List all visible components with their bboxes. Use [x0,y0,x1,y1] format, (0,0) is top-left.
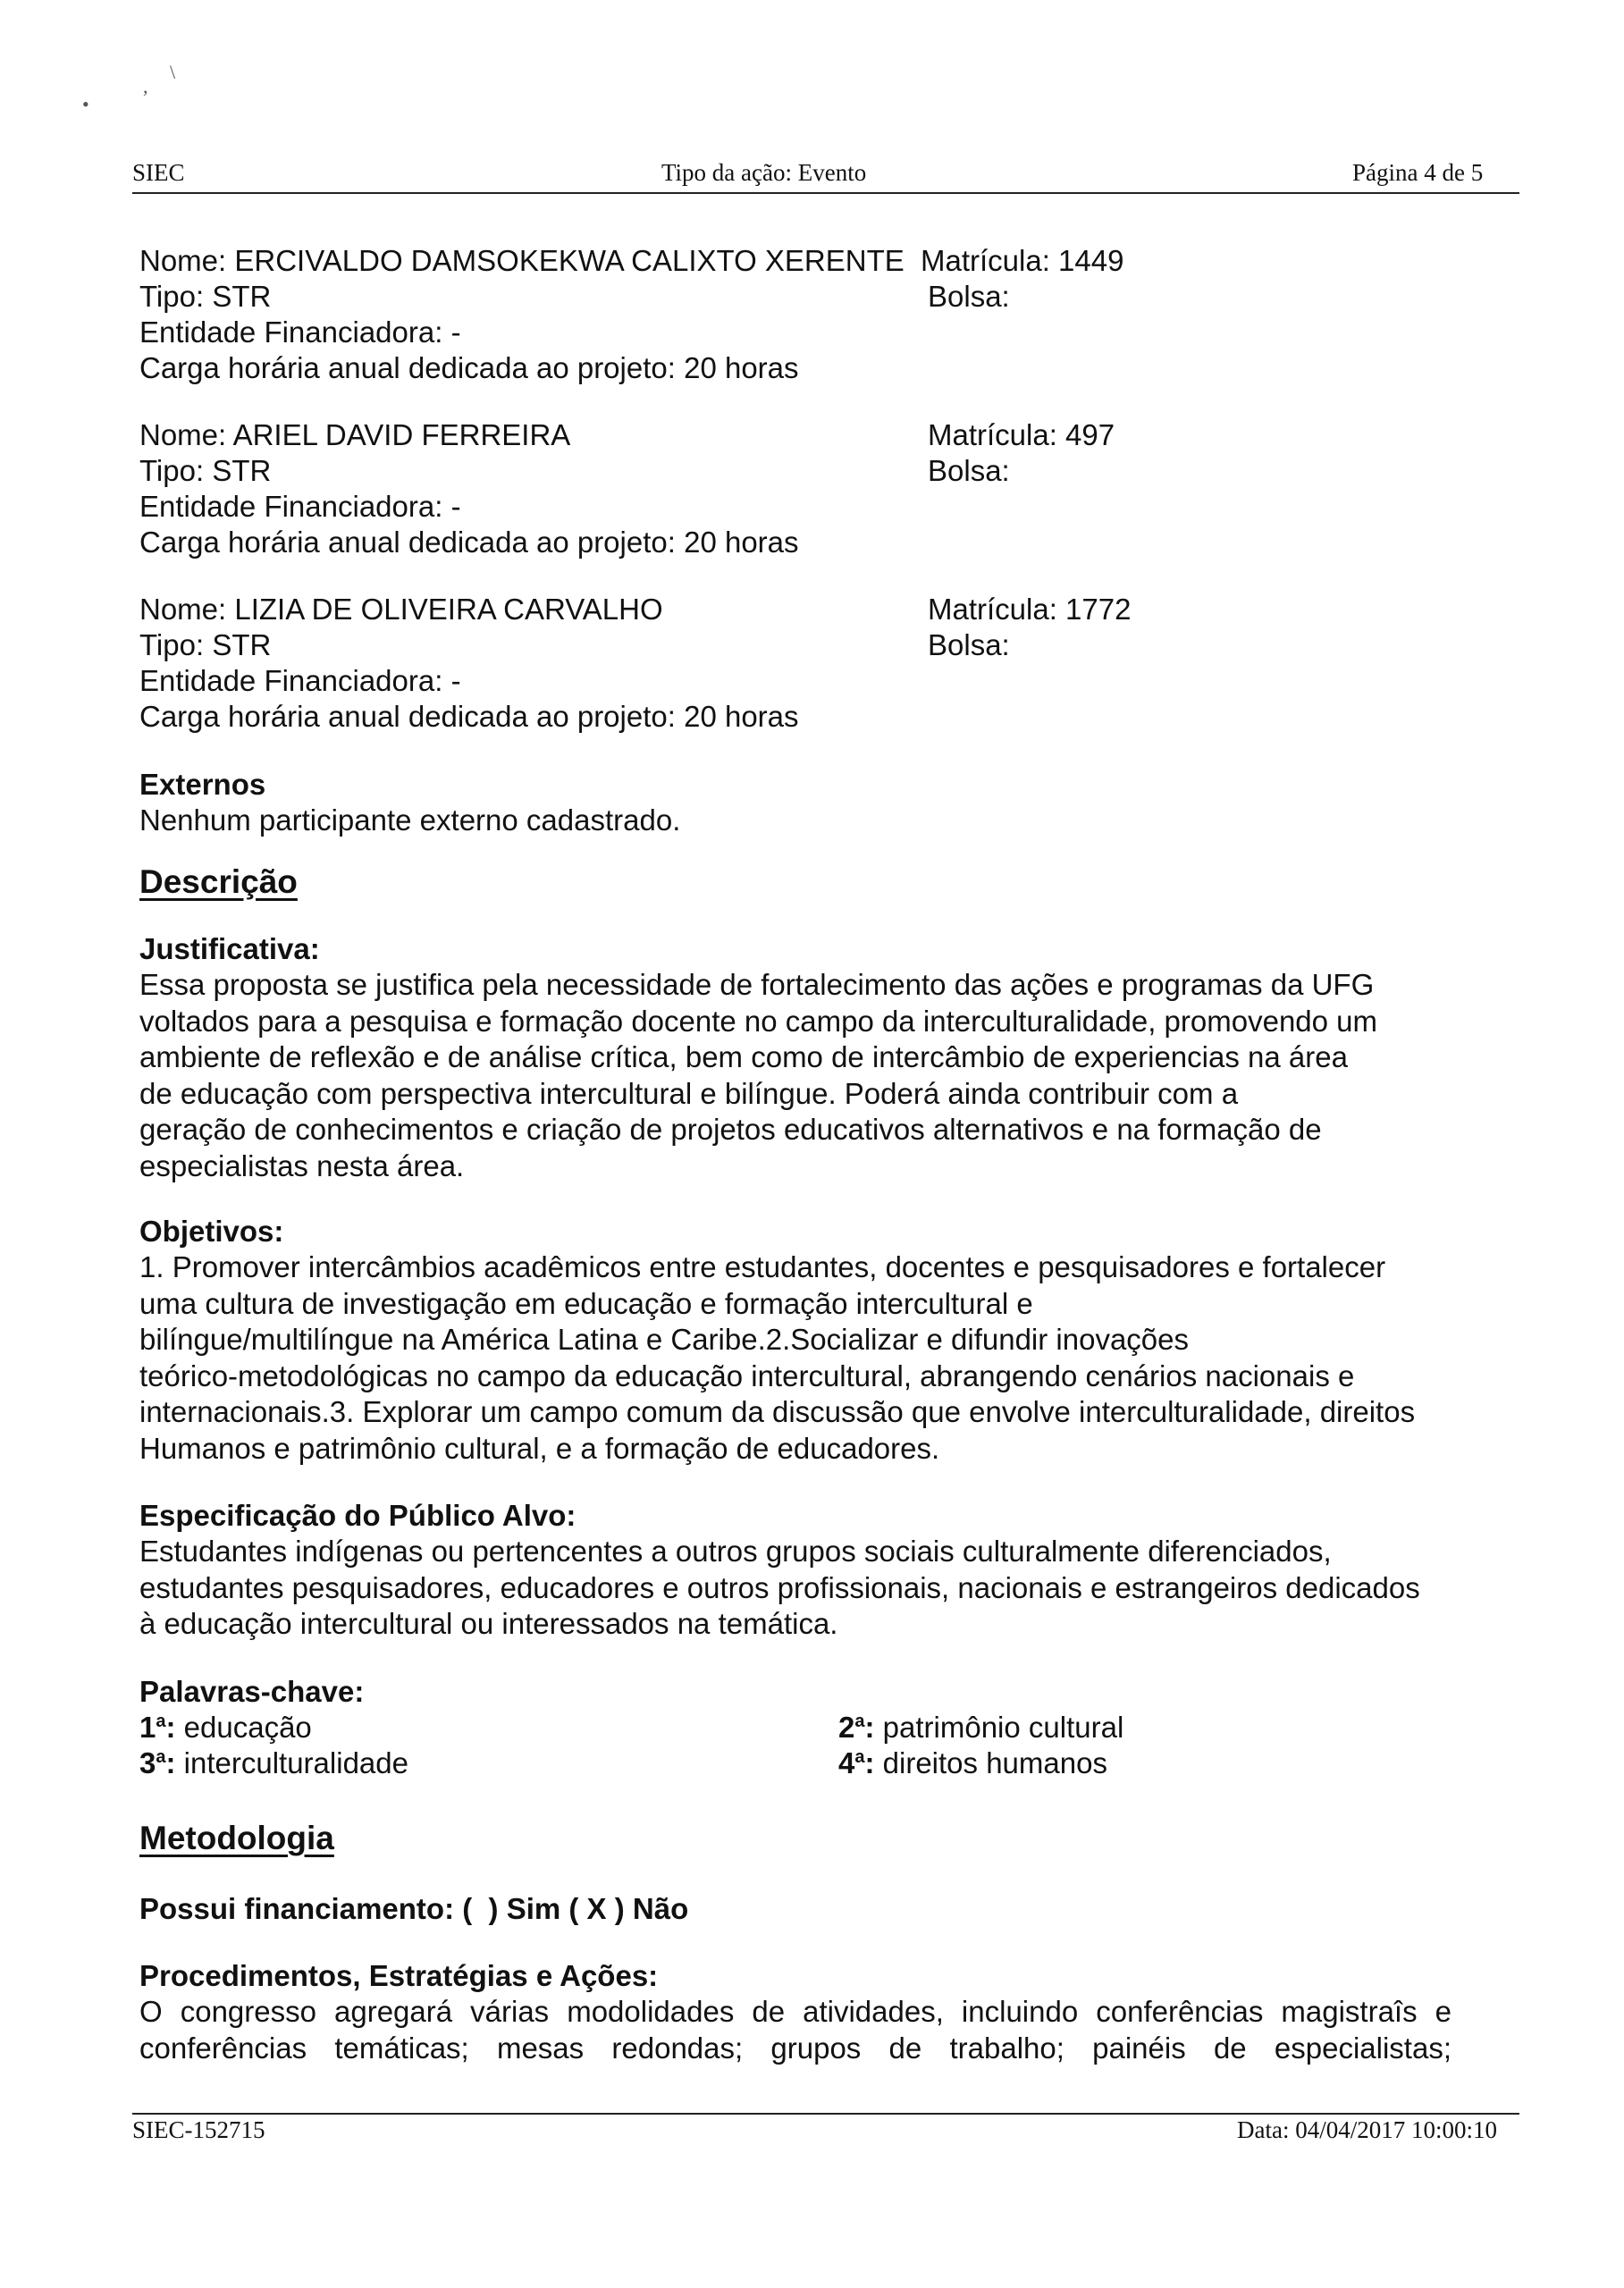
participant-name: LIZIA DE OLIVEIRA CARVALHO [234,593,663,626]
carga-label: Carga horária anual dedicada ao projeto: [139,700,676,733]
financiamento-line: Possui financiamento: ( ) Sim ( X ) Não [139,1892,689,1925]
objetivos-heading: Objetivos: [139,1215,284,1248]
matricula-label: Matrícula: [928,418,1057,451]
keyword: 2$^a$: patrimônio cultural [838,1711,1124,1744]
participant-name: ERCIVALDO DAMSOKEKWA CALIXTO XERENTE [234,244,905,277]
carga-label: Carga horária anual dedicada ao projeto: [139,526,676,559]
header-rule [132,192,1519,194]
matricula-label: Matrícula: [921,244,1050,277]
entidade-label: Entidade Financiadora: [139,490,443,523]
matricula-value: 497 [1065,418,1115,451]
bolsa-label: Bolsa: [928,454,1010,487]
bolsa-label: Bolsa: [928,280,1010,313]
metodologia-section-title: Metodologia [139,1820,334,1856]
entidade-value: - [450,490,461,523]
header-center: Tipo da ação: Evento [661,159,867,186]
nome-label: Nome: [139,593,227,626]
entidade-value: - [450,664,461,697]
tipo-label: Tipo: [139,628,205,661]
tipo-value: STR [212,280,272,313]
page-header [132,159,1519,195]
footer-rule [132,2113,1519,2115]
header-page-number: Página 4 de 5 [1352,159,1484,186]
keyword: 3$^a$: interculturalidade [139,1746,408,1779]
externos-heading: Externos [139,768,266,801]
keyword-text: patrimônio cultural [882,1711,1124,1744]
scan-mark: , [143,75,148,97]
nome-label: Nome: [139,418,227,451]
keyword: 1$^a$: educação [139,1711,312,1744]
scan-mark: • [82,93,89,115]
descricao-section-title: Descrição [139,863,298,900]
entidade-label: Entidade Financiadora: [139,664,443,697]
tipo-value: STR [212,454,272,487]
keyword: 4$^a$: direitos humanos [838,1746,1107,1779]
carga-label: Carga horária anual dedicada ao projeto: [139,351,676,384]
bolsa-label: Bolsa: [928,628,1010,661]
palavras-chave-heading: Palavras-chave: [139,1675,365,1708]
carga-value: 20 horas [684,526,799,559]
entidade-value: - [450,315,461,349]
justificativa-text: Essa proposta se justifica pela necessidade de fortalecimento das ações e programas da UFG voltados para a pesquisa e formação docente no campo da interculturalidade, promovendo um ambiente de reflexão e de análise crítica, bem como de intercâmbio de experiencias na área de educação com perspectiva intercultural e bilíngue. Poderá ainda contribuir com a geração de conhecimentos e criação de projetos educativos alternativos e na formação de especialistas nesta área. [139,968,1378,1182]
entidade-label: Entidade Financiadora: [139,315,443,349]
objetivos-text: 1. Promover intercâmbios acadêmicos entre estudantes, docentes e pesquisadores e fortalecer uma cultura de investigação em educação e formação intercultural e bilíngue/multilíngue na América Latina e Caribe.2.Socializar e difundir inovações teórico-metodológicas no campo da educação intercultural, abrangendo cenários nacionais e internacionais.3. Explorar um campo comum da discussão que envolve interculturalidade, direitos Humanos e patrimônio cultural, e a formação de educadores. [139,1250,1416,1465]
keyword-text: educação [183,1711,312,1744]
keyword-text: direitos humanos [882,1746,1107,1779]
externos-text: Nenhum participante externo cadastrado. [139,803,681,837]
footer-document-id: SIEC-152715 [132,2116,265,2143]
tipo-value: STR [212,628,272,661]
participant-name: ARIEL DAVID FERREIRA [232,418,571,451]
tipo-label: Tipo: [139,280,205,313]
justificativa-heading: Justificativa: [139,932,320,965]
matricula-label: Matrícula: [928,593,1057,626]
carga-value: 20 horas [684,700,799,733]
matricula-value: 1772 [1065,593,1132,626]
nome-label: Nome: [139,244,227,277]
carga-value: 20 horas [684,351,799,384]
header-left: SIEC [132,159,185,186]
publico-alvo-heading: Especificação do Público Alvo: [139,1499,576,1532]
matricula-value: 1449 [1058,244,1124,277]
tipo-label: Tipo: [139,454,205,487]
keyword-text: interculturalidade [183,1746,408,1779]
footer-date: Data: 04/04/2017 10:00:10 [1237,2116,1497,2143]
publico-alvo-text: Estudantes indígenas ou pertencentes a outros grupos sociais culturalmente diferenciados, estudantes pesquisadores, educadores e outros profissionais, nacionais e estrangeiros dedicados à educação intercultural ou interessados na temática. [139,1535,1420,1640]
scan-mark: \ [170,61,176,83]
procedimentos-heading: Procedimentos, Estratégias e Ações: [139,1959,659,1992]
procedimentos-text: O congresso agregará várias modolidades de atividades, incluindo conferências magistraîs e conferências temáticas; mesas redondas; grupos de trabalho; painéis de especialistas; [139,1995,1452,2065]
